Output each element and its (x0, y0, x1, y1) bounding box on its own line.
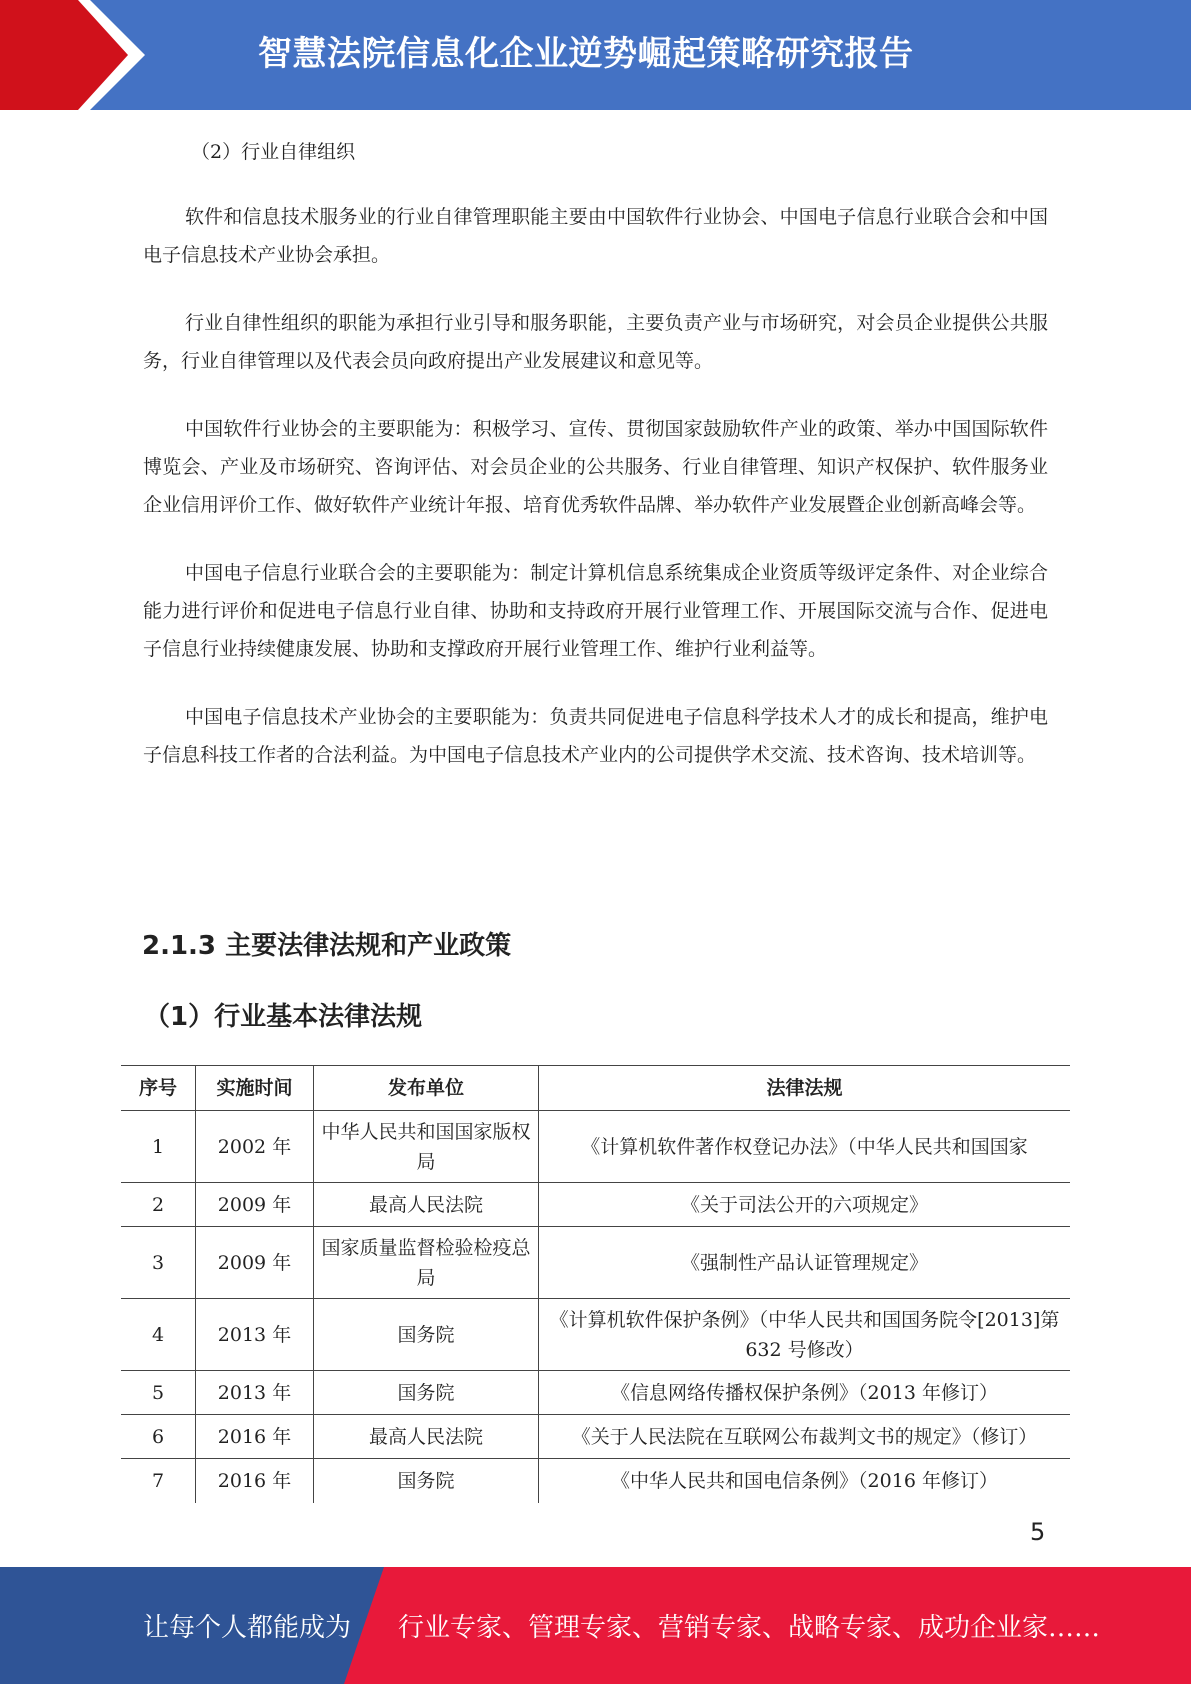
paragraph: 中国电子信息行业联合会的主要职能为：制定计算机信息系统集成企业资质等级评定条件、对企业综合能力进行评价和促进电子信息行业自律、协助和支持政府开展行业管理工作、开展国际交流与合作、促进电子信息行业持续健康发展、协助和支撑政府开展行业管理工作、维护行业利益等。 (143, 562, 1048, 660)
cell-issuer: 最高人民法院 (314, 1415, 539, 1459)
column-header: 序号 (121, 1066, 196, 1111)
cell-index: 4 (121, 1299, 196, 1371)
cell-law: 《信息网络传播权保护条例》（2013 年修订） (539, 1371, 1071, 1415)
cell-law: 《强制性产品认证管理规定》 (539, 1227, 1071, 1299)
subsection-heading: （1）行业基本法律法规 (144, 1002, 423, 1032)
cell-index: 3 (121, 1227, 196, 1299)
cell-index: 2 (121, 1183, 196, 1227)
cell-issuer: 国务院 (314, 1459, 539, 1503)
cell-issuer: 国务院 (314, 1371, 539, 1415)
cell-date: 2002 年 (196, 1111, 314, 1183)
cell-issuer: 中华人民共和国国家版权局 (314, 1111, 539, 1183)
column-header: 法律法规 (539, 1066, 1071, 1111)
chevron-decoration-icon (0, 0, 160, 110)
cell-date: 2013 年 (196, 1371, 314, 1415)
law-table (121, 1065, 1070, 1503)
report-title: 智慧法院信息化企业逆势崛起策略研究报告 (258, 34, 914, 74)
cell-date: 2009 年 (196, 1183, 314, 1227)
page-footer (0, 1567, 1191, 1684)
subheading: （2）行业自律组织 (191, 141, 356, 163)
body-content (143, 132, 1048, 774)
cell-index: 1 (121, 1111, 196, 1183)
column-header: 发布单位 (314, 1066, 539, 1111)
cell-law: 《计算机软件著作权登记办法》（中华人民共和国国家 (539, 1111, 1071, 1183)
footer-slogan-left: 让每个人都能成为 (143, 1613, 352, 1643)
paragraph: 中国软件行业协会的主要职能为：积极学习、宣传、贯彻国家鼓励软件产业的政策、举办中国国际软件博览会、产业及市场研究、咨询评估、对会员企业的公共服务、行业自律管理、知识产权保护、软件服务业企业信用评价工作、做好软件产业统计年报、培育优秀软件品牌、举办软件产业发展暨企业创新高峰会等。 (143, 418, 1048, 516)
footer-slogan-right: 行业专家、管理专家、营销专家、战略专家、成功企业家…… (398, 1613, 1101, 1643)
table-row (121, 1415, 1070, 1459)
table-header-row (121, 1066, 1070, 1111)
cell-index: 6 (121, 1415, 196, 1459)
cell-issuer: 最高人民法院 (314, 1183, 539, 1227)
page-header (0, 0, 1191, 110)
table-row (121, 1183, 1070, 1227)
cell-date: 2013 年 (196, 1299, 314, 1371)
table-row (121, 1371, 1070, 1415)
cell-law: 《关于人民法院在互联网公布裁判文书的规定》（修订） (539, 1415, 1071, 1459)
paragraph: 软件和信息技术服务业的行业自律管理职能主要由中国软件行业协会、中国电子信息行业联合会和中国电子信息技术产业协会承担。 (143, 206, 1048, 266)
cell-law: 《计算机软件保护条例》（中华人民共和国国务院令[2013]第 632 号修改） (539, 1299, 1071, 1371)
table-row (121, 1459, 1070, 1503)
cell-law: 《中华人民共和国电信条例》（2016 年修订） (539, 1459, 1071, 1503)
section-heading: 2.1.3 主要法律法规和产业政策 (142, 931, 512, 961)
cell-law: 《关于司法公开的六项规定》 (539, 1183, 1071, 1227)
cell-date: 2009 年 (196, 1227, 314, 1299)
cell-index: 5 (121, 1371, 196, 1415)
column-header: 实施时间 (196, 1066, 314, 1111)
table-row (121, 1111, 1070, 1183)
cell-issuer: 国务院 (314, 1299, 539, 1371)
cell-issuer: 国家质量监督检验检疫总局 (314, 1227, 539, 1299)
table-row (121, 1299, 1070, 1371)
cell-date: 2016 年 (196, 1459, 314, 1503)
paragraph: 行业自律性组织的职能为承担行业引导和服务职能，主要负责产业与市场研究，对会员企业提供公共服务，行业自律管理以及代表会员向政府提出产业发展建议和意见等。 (143, 312, 1048, 372)
cell-index: 7 (121, 1459, 196, 1503)
paragraph: 中国电子信息技术产业协会的主要职能为：负责共同促进电子信息科学技术人才的成长和提高，维护电子信息科技工作者的合法利益。为中国电子信息技术产业内的公司提供学术交流、技术咨询、技术培训等。 (143, 706, 1048, 766)
table-row (121, 1227, 1070, 1299)
page-number: 5 (1030, 1518, 1046, 1546)
cell-date: 2016 年 (196, 1415, 314, 1459)
